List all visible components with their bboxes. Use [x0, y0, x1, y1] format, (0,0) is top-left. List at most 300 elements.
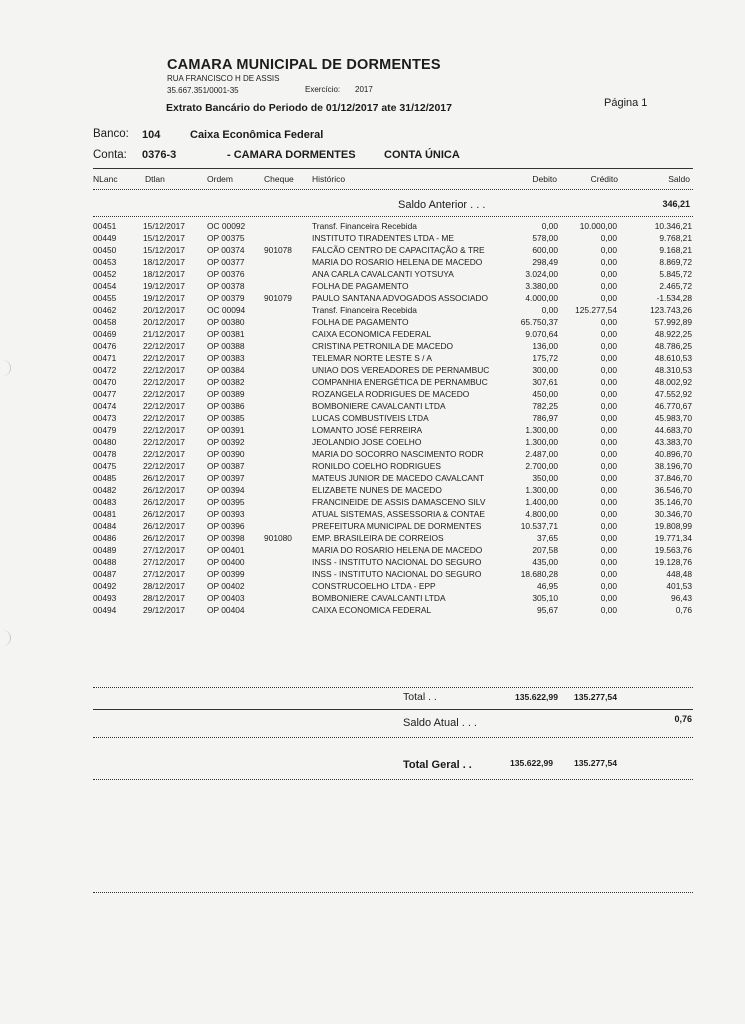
row-nlanc: 00451: [93, 221, 117, 231]
row-ordem: OP 00402: [207, 581, 245, 591]
row-debito: 578,00: [532, 233, 558, 243]
row-ordem: OP 00401: [207, 545, 245, 555]
row-historico: RONILDO COELHO RODRIGUES: [312, 461, 441, 471]
row-saldo: 401,53: [666, 581, 692, 591]
column-header-nlanc: NLanc: [93, 174, 118, 184]
row-nlanc: 00481: [93, 509, 117, 519]
row-debito: 0,00: [541, 305, 558, 315]
row-debito: 1.300,00: [525, 485, 558, 495]
saldo-anterior-label: Saldo Anterior . . .: [398, 199, 486, 211]
page-number: Página 1: [604, 97, 648, 109]
row-debito: 1.300,00: [525, 437, 558, 447]
row-nlanc: 00449: [93, 233, 117, 243]
row-credito: 0,00: [600, 485, 617, 495]
row-historico: MARIA DO ROSARIO HELENA DE MACEDO: [312, 257, 483, 267]
organization-name: CAMARA MUNICIPAL DE DORMENTES: [167, 57, 441, 73]
table-row: [0, 293, 745, 305]
row-historico: CAIXA ECONOMICA FEDERAL: [312, 329, 432, 339]
transactions-table: [0, 221, 745, 617]
row-historico: ROZANGELA RODRIGUES DE MACEDO: [312, 389, 470, 399]
table-row: [0, 353, 745, 365]
row-credito: 0,00: [600, 377, 617, 387]
row-credito: 0,00: [600, 509, 617, 519]
row-debito: 9.070,64: [525, 329, 558, 339]
row-debito: 305,10: [532, 593, 558, 603]
total-credito: 135.277,54: [573, 692, 617, 702]
row-ordem: OP 00395: [207, 497, 245, 507]
table-row: [0, 593, 745, 605]
row-credito: 0,00: [600, 533, 617, 543]
row-dtlan: 26/12/2017: [143, 509, 185, 519]
table-row: [0, 581, 745, 593]
row-ordem: OP 00403: [207, 593, 245, 603]
row-credito: 0,00: [600, 329, 617, 339]
total-geral-label: Total Geral . .: [403, 759, 472, 771]
table-row: [0, 569, 745, 581]
row-saldo: 2.465,72: [659, 281, 692, 291]
row-historico: INSTITUTO TIRADENTES LTDA - ME: [312, 233, 454, 243]
row-dtlan: 19/12/2017: [143, 293, 185, 303]
row-nlanc: 00472: [93, 365, 117, 375]
row-nlanc: 00453: [93, 257, 117, 267]
row-historico: UNIAO DOS VEREADORES DE PERNAMBUC: [312, 365, 490, 375]
row-historico: FOLHA DE PAGAMENTO: [312, 317, 409, 327]
table-row: [0, 389, 745, 401]
row-historico: FRANCINEIDE DE ASSIS DAMASCENO SILV: [312, 497, 486, 507]
row-ordem: OP 00399: [207, 569, 245, 579]
column-header-historico: Histórico: [312, 174, 346, 184]
banco-number: 104: [142, 129, 161, 141]
row-historico: Transf. Financeira Recebida: [312, 221, 417, 231]
table-row: [0, 533, 745, 545]
table-row: [0, 545, 745, 557]
table-row: [0, 341, 745, 353]
table-row: [0, 557, 745, 569]
row-nlanc: 00485: [93, 473, 117, 483]
row-debito: 18.680,28: [520, 569, 558, 579]
row-debito: 65.750,37: [520, 317, 558, 327]
row-dtlan: 18/12/2017: [143, 257, 185, 267]
row-nlanc: 00487: [93, 569, 117, 579]
rows-top-divider: [93, 216, 693, 217]
row-credito: 0,00: [600, 437, 617, 447]
row-dtlan: 27/12/2017: [143, 557, 185, 567]
statement-title: Extrato Bancário do Periodo de 01/12/2017 ate 31/12/2017: [166, 102, 452, 114]
row-historico: FALCÃO CENTRO DE CAPACITAÇÃO & TRE: [312, 245, 485, 255]
column-header-ordem: Ordem: [207, 174, 233, 184]
row-saldo: 36.546,70: [654, 485, 692, 495]
conta-name: - CAMARA DORMENTES: [227, 149, 356, 161]
row-ordem: OP 00387: [207, 461, 245, 471]
row-dtlan: 27/12/2017: [143, 545, 185, 555]
row-dtlan: 22/12/2017: [143, 449, 185, 459]
row-cheque: 901080: [264, 533, 292, 543]
row-credito: 0,00: [600, 461, 617, 471]
table-row: [0, 317, 745, 329]
table-row: [0, 221, 745, 233]
row-dtlan: 22/12/2017: [143, 437, 185, 447]
total-debito: 135.622,99: [514, 692, 558, 702]
row-saldo: 48.610,53: [654, 353, 692, 363]
conta-type: CONTA ÚNICA: [384, 149, 460, 161]
row-credito: 0,00: [600, 293, 617, 303]
row-saldo: 37.846,70: [654, 473, 692, 483]
row-credito: 0,00: [600, 581, 617, 591]
row-historico: EMP. BRASILEIRA DE CORREIOS: [312, 533, 444, 543]
row-saldo: 40.896,70: [654, 449, 692, 459]
row-nlanc: 00450: [93, 245, 117, 255]
row-saldo: 38.196,70: [654, 461, 692, 471]
row-debito: 1.300,00: [525, 425, 558, 435]
row-nlanc: 00454: [93, 281, 117, 291]
row-nlanc: 00483: [93, 497, 117, 507]
row-historico: MATEUS JUNIOR DE MACEDO CAVALCANT: [312, 473, 485, 483]
row-debito: 450,00: [532, 389, 558, 399]
row-historico: INSS - INSTITUTO NACIONAL DO SEGURO: [312, 557, 482, 567]
row-debito: 307,61: [532, 377, 558, 387]
row-dtlan: 27/12/2017: [143, 569, 185, 579]
row-credito: 0,00: [600, 233, 617, 243]
saldo-atual-divider: [93, 737, 693, 738]
row-credito: 10.000,00: [579, 221, 617, 231]
row-cheque: 901079: [264, 293, 292, 303]
table-row: [0, 245, 745, 257]
row-dtlan: 22/12/2017: [143, 389, 185, 399]
row-credito: 0,00: [600, 557, 617, 567]
row-ordem: OP 00396: [207, 521, 245, 531]
row-dtlan: 26/12/2017: [143, 521, 185, 531]
row-debito: 2.487,00: [525, 449, 558, 459]
rows-bottom-divider: [93, 687, 693, 688]
row-nlanc: 00489: [93, 545, 117, 555]
row-nlanc: 00478: [93, 449, 117, 459]
row-ordem: OP 00377: [207, 257, 245, 267]
row-nlanc: 00480: [93, 437, 117, 447]
row-saldo: 123.743,26: [650, 305, 692, 315]
saldo-atual-label: Saldo Atual . . .: [403, 717, 477, 729]
conta-label: Conta:: [93, 149, 127, 161]
table-row: [0, 473, 745, 485]
row-nlanc: 00462: [93, 305, 117, 315]
column-header-saldo: Saldo: [668, 174, 690, 184]
row-ordem: OC 00092: [207, 221, 246, 231]
table-row: [0, 485, 745, 497]
row-ordem: OP 00398: [207, 533, 245, 543]
table-row: [0, 281, 745, 293]
row-debito: 0,00: [541, 221, 558, 231]
row-credito: 0,00: [600, 593, 617, 603]
row-dtlan: 22/12/2017: [143, 353, 185, 363]
row-saldo: 46.770,67: [654, 401, 692, 411]
row-ordem: OP 00380: [207, 317, 245, 327]
row-saldo: 19.128,76: [654, 557, 692, 567]
row-debito: 37,65: [537, 533, 558, 543]
row-dtlan: 29/12/2017: [143, 605, 185, 615]
row-dtlan: 15/12/2017: [143, 245, 185, 255]
row-ordem: OP 00394: [207, 485, 245, 495]
table-row: [0, 461, 745, 473]
row-dtlan: 18/12/2017: [143, 269, 185, 279]
table-row: [0, 437, 745, 449]
column-header-dtlan: Dtlan: [145, 174, 165, 184]
row-credito: 0,00: [600, 545, 617, 555]
row-historico: COMPANHIA ENERGÉTICA DE PERNAMBUC: [312, 377, 488, 387]
row-credito: 0,00: [600, 413, 617, 423]
row-dtlan: 20/12/2017: [143, 305, 185, 315]
row-historico: CRISTINA PETRONILA DE MACEDO: [312, 341, 454, 351]
row-nlanc: 00473: [93, 413, 117, 423]
row-ordem: OP 00385: [207, 413, 245, 423]
row-debito: 3.024,00: [525, 269, 558, 279]
row-saldo: -1.534,28: [656, 293, 692, 303]
total-divider: [93, 709, 693, 710]
row-dtlan: 26/12/2017: [143, 485, 185, 495]
row-dtlan: 21/12/2017: [143, 329, 185, 339]
row-ordem: OP 00392: [207, 437, 245, 447]
row-dtlan: 22/12/2017: [143, 461, 185, 471]
column-header-cheque: Cheque: [264, 174, 294, 184]
row-nlanc: 00475: [93, 461, 117, 471]
row-debito: 136,00: [532, 341, 558, 351]
row-dtlan: 28/12/2017: [143, 593, 185, 603]
row-debito: 46,95: [537, 581, 558, 591]
row-ordem: OP 00375: [207, 233, 245, 243]
row-debito: 2.700,00: [525, 461, 558, 471]
row-saldo: 45.983,70: [654, 413, 692, 423]
row-saldo: 48.786,25: [654, 341, 692, 351]
row-credito: 0,00: [600, 353, 617, 363]
saldo-anterior-value: 346,21: [662, 199, 690, 209]
row-ordem: OP 00389: [207, 389, 245, 399]
total-geral-divider: [93, 779, 693, 780]
row-ordem: OP 00386: [207, 401, 245, 411]
row-saldo: 30.346,70: [654, 509, 692, 519]
column-header-credito: Crédito: [590, 174, 618, 184]
row-ordem: OP 00397: [207, 473, 245, 483]
row-saldo: 9.768,21: [659, 233, 692, 243]
row-ordem: OP 00378: [207, 281, 245, 291]
row-nlanc: 00493: [93, 593, 117, 603]
row-debito: 350,00: [532, 473, 558, 483]
row-historico: LOMANTO JOSÉ FERREIRA: [312, 425, 423, 435]
row-saldo: 0,76: [675, 605, 692, 615]
row-saldo: 48.002,92: [654, 377, 692, 387]
row-historico: LUCAS COMBUSTIVEIS LTDA: [312, 413, 429, 423]
row-nlanc: 00471: [93, 353, 117, 363]
row-saldo: 48.310,53: [654, 365, 692, 375]
row-nlanc: 00452: [93, 269, 117, 279]
row-debito: 95,67: [537, 605, 558, 615]
row-historico: FOLHA DE PAGAMENTO: [312, 281, 409, 291]
row-historico: CAIXA ECONOMICA FEDERAL: [312, 605, 432, 615]
table-row: [0, 425, 745, 437]
row-dtlan: 26/12/2017: [143, 533, 185, 543]
row-debito: 786,97: [532, 413, 558, 423]
total-label: Total . .: [403, 691, 437, 703]
row-ordem: OP 00400: [207, 557, 245, 567]
row-dtlan: 15/12/2017: [143, 233, 185, 243]
row-debito: 1.400,00: [525, 497, 558, 507]
row-saldo: 448,48: [666, 569, 692, 579]
row-saldo: 43.383,70: [654, 437, 692, 447]
row-ordem: OP 00379: [207, 293, 245, 303]
row-saldo: 10.346,21: [654, 221, 692, 231]
row-ordem: OP 00384: [207, 365, 245, 375]
row-nlanc: 00455: [93, 293, 117, 303]
saldo-atual-value: 0,76: [674, 714, 692, 724]
row-debito: 782,25: [532, 401, 558, 411]
row-credito: 0,00: [600, 257, 617, 267]
row-dtlan: 28/12/2017: [143, 581, 185, 591]
row-dtlan: 22/12/2017: [143, 377, 185, 387]
row-historico: MARIA DO SOCORRO NASCIMENTO RODR: [312, 449, 484, 459]
row-credito: 0,00: [600, 425, 617, 435]
organization-address: RUA FRANCISCO H DE ASSIS: [167, 74, 280, 83]
row-historico: TELEMAR NORTE LESTE S / A: [312, 353, 432, 363]
row-ordem: OP 00388: [207, 341, 245, 351]
row-credito: 0,00: [600, 569, 617, 579]
row-credito: 0,00: [600, 389, 617, 399]
row-ordem: OC 00094: [207, 305, 246, 315]
total-geral-debito: 135.622,99: [510, 758, 554, 768]
row-historico: Transf. Financeira Recebida: [312, 305, 417, 315]
table-row: [0, 329, 745, 341]
row-dtlan: 26/12/2017: [143, 497, 185, 507]
row-nlanc: 00488: [93, 557, 117, 567]
row-debito: 600,00: [532, 245, 558, 255]
table-row: [0, 509, 745, 521]
row-dtlan: 26/12/2017: [143, 473, 185, 483]
row-saldo: 9.168,21: [659, 245, 692, 255]
table-row: [0, 305, 745, 317]
row-dtlan: 22/12/2017: [143, 401, 185, 411]
row-nlanc: 00494: [93, 605, 117, 615]
row-debito: 300,00: [532, 365, 558, 375]
row-nlanc: 00470: [93, 377, 117, 387]
row-saldo: 5.845,72: [659, 269, 692, 279]
row-historico: JEOLANDIO JOSE COELHO: [312, 437, 422, 447]
row-nlanc: 00482: [93, 485, 117, 495]
row-credito: 0,00: [600, 401, 617, 411]
row-saldo: 57.992,89: [654, 317, 692, 327]
row-debito: 10.537,71: [520, 521, 558, 531]
table-row: [0, 605, 745, 617]
row-nlanc: 00479: [93, 425, 117, 435]
row-ordem: OP 00391: [207, 425, 245, 435]
row-historico: INSS - INSTITUTO NACIONAL DO SEGURO: [312, 569, 482, 579]
footer-divider: [93, 892, 693, 893]
row-credito: 0,00: [600, 497, 617, 507]
exercicio-label: Exercício:: [305, 85, 341, 94]
row-nlanc: 00484: [93, 521, 117, 531]
row-credito: 0,00: [600, 341, 617, 351]
table-row: [0, 401, 745, 413]
row-ordem: OP 00383: [207, 353, 245, 363]
column-header-debito: Debito: [532, 174, 557, 184]
table-row: [0, 497, 745, 509]
row-debito: 3.380,00: [525, 281, 558, 291]
row-nlanc: 00474: [93, 401, 117, 411]
row-saldo: 96,43: [671, 593, 692, 603]
row-ordem: OP 00393: [207, 509, 245, 519]
row-credito: 0,00: [600, 605, 617, 615]
row-dtlan: 22/12/2017: [143, 365, 185, 375]
table-row: [0, 365, 745, 377]
row-credito: 0,00: [600, 317, 617, 327]
row-credito: 0,00: [600, 281, 617, 291]
row-ordem: OP 00376: [207, 269, 245, 279]
row-cheque: 901078: [264, 245, 292, 255]
table-row: [0, 269, 745, 281]
row-debito: 4.000,00: [525, 293, 558, 303]
row-saldo: 19.808,99: [654, 521, 692, 531]
table-row: [0, 521, 745, 533]
row-dtlan: 22/12/2017: [143, 413, 185, 423]
row-saldo: 35.146,70: [654, 497, 692, 507]
row-historico: BOMBONIERE CAVALCANTI LTDA: [312, 593, 446, 603]
row-credito: 125.277,54: [575, 305, 617, 315]
row-historico: ELIZABETE NUNES DE MACEDO: [312, 485, 442, 495]
row-ordem: OP 00404: [207, 605, 245, 615]
row-nlanc: 00469: [93, 329, 117, 339]
row-debito: 175,72: [532, 353, 558, 363]
row-saldo: 48.922,25: [654, 329, 692, 339]
table-row: [0, 377, 745, 389]
row-debito: 298,49: [532, 257, 558, 267]
row-historico: ANA CARLA CAVALCANTI YOTSUYA: [312, 269, 454, 279]
table-row: [0, 233, 745, 245]
row-historico: ATUAL SISTEMAS, ASSESSORIA & CONTAE: [312, 509, 485, 519]
row-saldo: 8.869,72: [659, 257, 692, 267]
row-nlanc: 00476: [93, 341, 117, 351]
organization-cnpj: 35.667.351/0001-35: [167, 86, 239, 95]
row-dtlan: 19/12/2017: [143, 281, 185, 291]
row-ordem: OP 00381: [207, 329, 245, 339]
row-historico: PREFEITURA MUNICIPAL DE DORMENTES: [312, 521, 482, 531]
banco-name: Caixa Econômica Federal: [190, 129, 324, 141]
row-credito: 0,00: [600, 269, 617, 279]
row-debito: 4.800,00: [525, 509, 558, 519]
conta-number: 0376-3: [142, 149, 177, 161]
table-row: [0, 449, 745, 461]
row-saldo: 19.563,76: [654, 545, 692, 555]
row-nlanc: 00486: [93, 533, 117, 543]
row-dtlan: 22/12/2017: [143, 425, 185, 435]
table-row: [0, 257, 745, 269]
table-row: [0, 413, 745, 425]
row-ordem: OP 00374: [207, 245, 245, 255]
row-nlanc: 00477: [93, 389, 117, 399]
row-saldo: 44.683,70: [654, 425, 692, 435]
row-historico: MARIA DO ROSARIO HELENA DE MACEDO: [312, 545, 483, 555]
row-ordem: OP 00390: [207, 449, 245, 459]
row-dtlan: 15/12/2017: [143, 221, 185, 231]
row-credito: 0,00: [600, 473, 617, 483]
row-ordem: OP 00382: [207, 377, 245, 387]
header-divider: [93, 168, 693, 169]
exercicio-value: 2017: [355, 85, 373, 94]
row-saldo: 19.771,34: [654, 533, 692, 543]
row-saldo: 47.552,92: [654, 389, 692, 399]
row-debito: 207,58: [532, 545, 558, 555]
column-header-divider: [93, 189, 693, 190]
row-credito: 0,00: [600, 521, 617, 531]
row-debito: 435,00: [532, 557, 558, 567]
punch-hole-bottom: [0, 630, 11, 646]
row-nlanc: 00492: [93, 581, 117, 591]
row-historico: PAULO SANTANA ADVOGADOS ASSOCIADO: [312, 293, 489, 303]
row-dtlan: 22/12/2017: [143, 341, 185, 351]
